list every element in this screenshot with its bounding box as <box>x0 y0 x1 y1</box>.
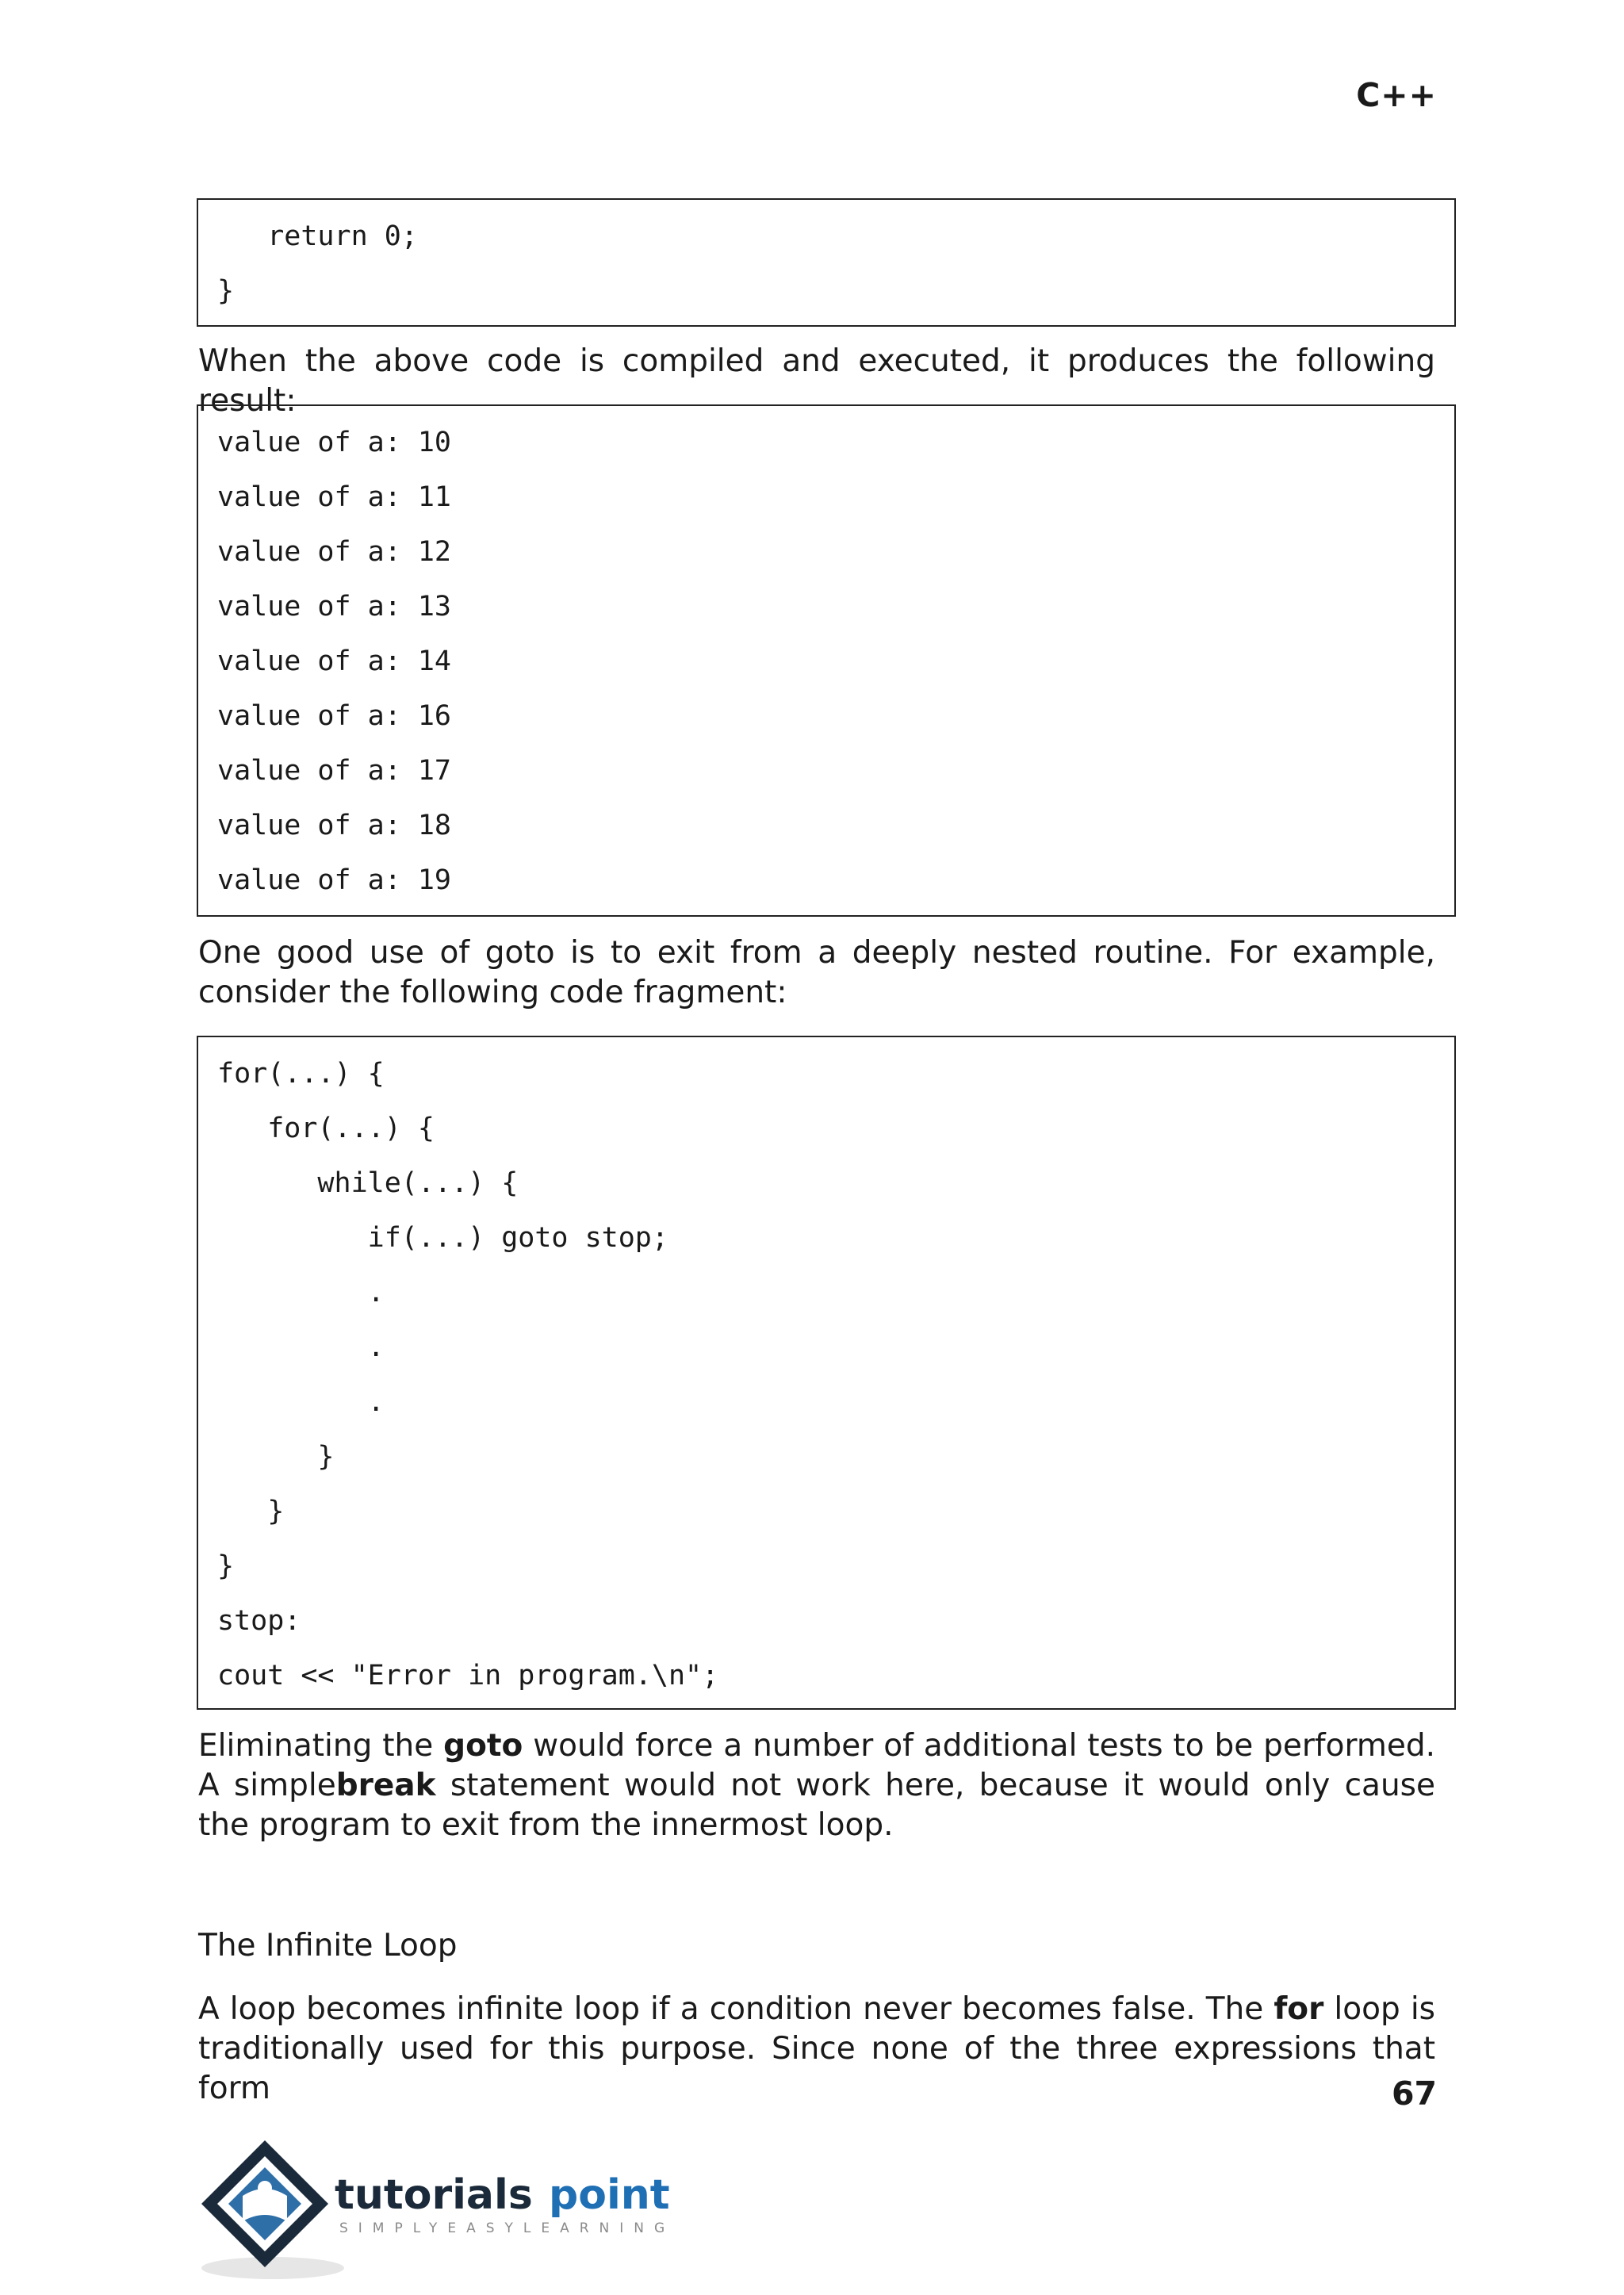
code-line: } <box>217 1441 335 1473</box>
page-number: 67 <box>1391 2075 1437 2113</box>
code-line: } <box>217 275 235 307</box>
logo-text-right: point <box>549 2171 670 2219</box>
code-block-return <box>197 198 1456 327</box>
code-line: . <box>217 1277 385 1308</box>
output-line: value of a: 10 <box>217 427 452 458</box>
page-header-title: C++ <box>1356 76 1437 114</box>
output-line: value of a: 11 <box>217 481 452 513</box>
output-line: value of a: 14 <box>217 646 452 677</box>
output-line: value of a: 18 <box>217 810 452 841</box>
code-line: } <box>217 1550 235 1582</box>
section-heading: The Infinite Loop <box>198 1928 458 1964</box>
output-line: value of a: 19 <box>217 864 452 896</box>
output-block <box>197 404 1456 917</box>
keyword-for: for <box>1274 1991 1324 2027</box>
code-line: for(...) { <box>217 1113 435 1144</box>
tutorialspoint-logo <box>193 2129 685 2288</box>
code-line: for(...) { <box>217 1058 385 1090</box>
output-line: value of a: 12 <box>217 536 452 568</box>
code-line: while(...) { <box>217 1167 519 1199</box>
keyword-goto: goto <box>443 1728 523 1764</box>
para-text: loop is traditionally used for this purpose. Since none of the three expressions that form <box>198 1991 1435 2106</box>
para-text: A loop becomes infinite loop if a condition never becomes false. The <box>198 1991 1274 2027</box>
code-line: if(...) goto stop; <box>217 1222 668 1254</box>
para-text: statement would not work here, because it would only cause the program to exit from the innermost loop. <box>198 1768 1435 1843</box>
code-line: } <box>217 1496 285 1527</box>
logo-text-left: tutorials <box>335 2171 533 2219</box>
para-text: Eliminating the <box>198 1728 444 1764</box>
keyword-break: break <box>335 1768 436 1803</box>
output-line: value of a: 16 <box>217 700 452 732</box>
logo-tagline: SIMPLYEASYLEARNING <box>339 2220 676 2236</box>
code-block-nested-loop <box>197 1036 1456 1710</box>
code-line: . <box>217 1386 385 1418</box>
output-line: value of a: 13 <box>217 591 452 623</box>
code-line: return 0; <box>217 220 418 252</box>
infinite-loop-paragraph <box>198 1990 1435 2109</box>
para-text: would force a number of additional tests to be performed. A simple <box>198 1728 1435 1803</box>
code-line: stop: <box>217 1605 301 1637</box>
eliminate-goto-paragraph <box>198 1726 1435 1845</box>
code-line: . <box>217 1331 385 1363</box>
code-line: cout << "Error in program.\n"; <box>217 1660 719 1692</box>
result-intro-paragraph: When the above code is compiled and executed, it produces the following result: <box>198 343 1435 419</box>
goto-use-paragraph: One good use of goto is to exit from a deeply nested routine. For example, consider the following code fragment: <box>198 935 1435 1010</box>
output-line: value of a: 17 <box>217 755 452 787</box>
